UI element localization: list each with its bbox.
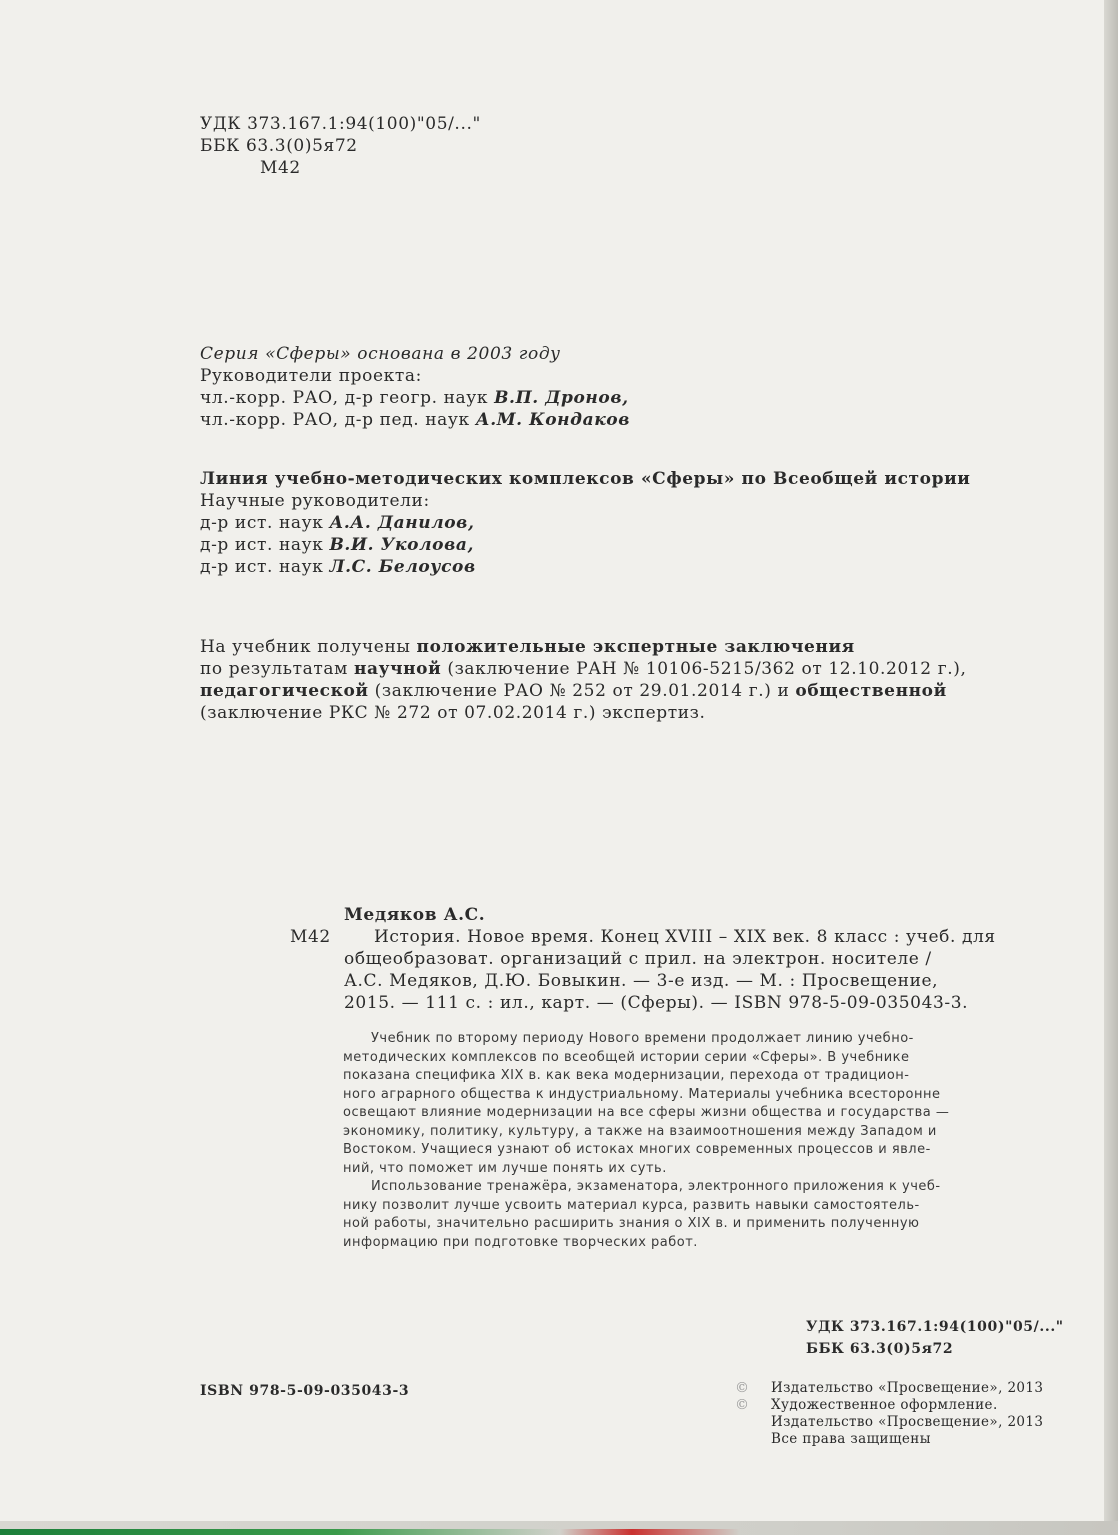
author-mark: М42 <box>260 158 301 178</box>
supervisors-label: Научные руководители: <box>200 491 430 511</box>
leader-2-title: чл.-корр. РАО, д-р пед. наук <box>200 410 476 430</box>
supervisor-1 <box>200 512 971 534</box>
supervisor-1-title: д-р ист. наук <box>200 513 330 533</box>
udk-code-bottom: УДК 373.167.1:94(100)"05/..." <box>806 1319 1064 1335</box>
isbn-number: ISBN 978-5-09-035043-3 <box>200 1383 410 1399</box>
udk-block-bottom <box>806 1316 1064 1360</box>
expert-text: На учебник получены <box>200 637 417 657</box>
annotation <box>343 1030 1088 1252</box>
copyright-row-3 <box>735 1414 1043 1431</box>
annotation-line: информацию при подготовке творческих работ. <box>343 1234 698 1250</box>
all-rights-reserved: Все права защищены <box>771 1431 931 1447</box>
leader-2-name: А.М. Кондаков <box>475 410 631 430</box>
copyright-icon: © <box>735 1397 749 1413</box>
copyright-row-2 <box>735 1397 1043 1414</box>
annotation-line: освещают влияние модернизации на все сферы жизни общества и государства — <box>343 1105 950 1120</box>
leader-1-title: чл.-корр. РАО, д-р геогр. наук <box>200 388 495 408</box>
copyright-row-1 <box>735 1380 1043 1397</box>
annotation-line: показана специфика XIX в. как века модернизации, перехода от традицион- <box>343 1068 910 1083</box>
annotation-line: методических комплексов по всеобщей истории серии «Сферы». В учебнике <box>343 1049 910 1065</box>
expert-bold: педагогической <box>200 681 369 701</box>
supervisor-3 <box>200 556 971 578</box>
annotation-line: Востоком. Учащиеся узнают об истоках многих современных процессов и явле- <box>343 1142 931 1157</box>
biblio-line-1 <box>290 926 1090 948</box>
copyright-row-4 <box>735 1431 1043 1448</box>
series-title: Серия «Сферы» основана в 2003 году <box>200 344 561 364</box>
udk-block-top <box>200 113 481 179</box>
expert-bold: научной <box>353 659 442 679</box>
supervisor-1-name: А.А. Данилов, <box>329 513 475 533</box>
page-bottom-edge <box>0 1521 1118 1535</box>
red-stripe <box>560 1529 740 1535</box>
expert-line-4: (заключение РКС № 272 от 07.02.2014 г.) экспертиз. <box>200 703 706 723</box>
ucm-block <box>200 468 971 578</box>
page-edge <box>1104 0 1118 1535</box>
expert-line-3 <box>200 680 966 702</box>
biblio-code: М42 <box>290 927 331 947</box>
annotation-line: Учебник по второму периоду Нового времени продолжает линию учебно- <box>371 1031 914 1046</box>
bbk-code-bottom: ББК 63.3(0)5я72 <box>806 1341 954 1357</box>
copyright-publisher: Издательство «Просвещение», 2013 <box>771 1380 1044 1396</box>
copyright-design: Художественное оформление. <box>771 1397 998 1413</box>
supervisor-2-title: д-р ист. наук <box>200 535 330 555</box>
bibliographic-record <box>290 904 1090 1014</box>
expert-text: (заключение РАН № 10106-5215/362 от 12.10.2012 г.), <box>441 659 967 679</box>
series-block <box>200 343 630 431</box>
bbk-code: ББК 63.3(0)5я72 <box>200 136 358 156</box>
ucm-title: Линия учебно-методических комплексов «Сферы» по Всеобщей истории <box>200 469 971 489</box>
green-stripe <box>0 1529 560 1535</box>
copyright-block <box>735 1380 1043 1448</box>
supervisor-2 <box>200 534 971 556</box>
biblio-line-4: 2015. — 111 с. : ил., карт. — (Сферы). — ISBN 978-5-09-035043-3. <box>344 993 969 1013</box>
supervisor-3-title: д-р ист. наук <box>200 557 330 577</box>
project-leader-2 <box>200 409 630 431</box>
annotation-line: ний, что поможет им лучше понять их суть. <box>343 1160 667 1176</box>
annotation-line: ной работы, значительно расширить знания о XIX в. и применить полученную <box>343 1216 920 1231</box>
annotation-line: нику позволит лучше усвоить материал курса, развить навыки самостоятель- <box>343 1197 920 1213</box>
expert-line-2 <box>200 658 966 680</box>
expert-text: по результатам <box>200 659 354 679</box>
copyright-icon: © <box>735 1380 749 1396</box>
annotation-line: экономику, политику, культуру, а также на взаимоотношения между Западом и <box>343 1123 937 1139</box>
annotation-line: ного аграрного общества к индустриальному. Материалы учебника всесторонне <box>343 1086 941 1102</box>
expert-conclusions <box>200 636 966 724</box>
expert-bold: общественной <box>795 681 947 701</box>
project-leader-1 <box>200 387 630 409</box>
expert-line-1 <box>200 636 966 658</box>
project-leaders-label: Руководители проекта: <box>200 366 422 386</box>
biblio-author: Медяков А.С. <box>344 905 486 925</box>
supervisor-2-name: В.И. Уколова, <box>329 535 474 555</box>
biblio-line-2: общеобразоват. организаций с прил. на электрон. носителе / <box>344 949 932 969</box>
annotation-line: Использование тренажёра, экзаменатора, электронного приложения к учеб- <box>371 1179 941 1194</box>
leader-1-name: В.П. Дронов, <box>494 388 629 408</box>
biblio-text: История. Новое время. Конец XVIII – XIX век. 8 класс : учеб. для <box>374 927 996 947</box>
udk-code: УДК 373.167.1:94(100)"05/..." <box>200 114 481 134</box>
isbn <box>200 1381 409 1402</box>
biblio-line-3: А.С. Медяков, Д.Ю. Бовыкин. — 3-е изд. — М. : Просвещение, <box>344 971 939 991</box>
supervisor-3-name: Л.С. Белоусов <box>329 557 476 577</box>
expert-text: (заключение РАО № 252 от 29.01.2014 г.) и <box>368 681 796 701</box>
copyright-design-publisher: Издательство «Просвещение», 2013 <box>771 1414 1044 1430</box>
expert-bold: положительные экспертные заключения <box>416 637 855 657</box>
